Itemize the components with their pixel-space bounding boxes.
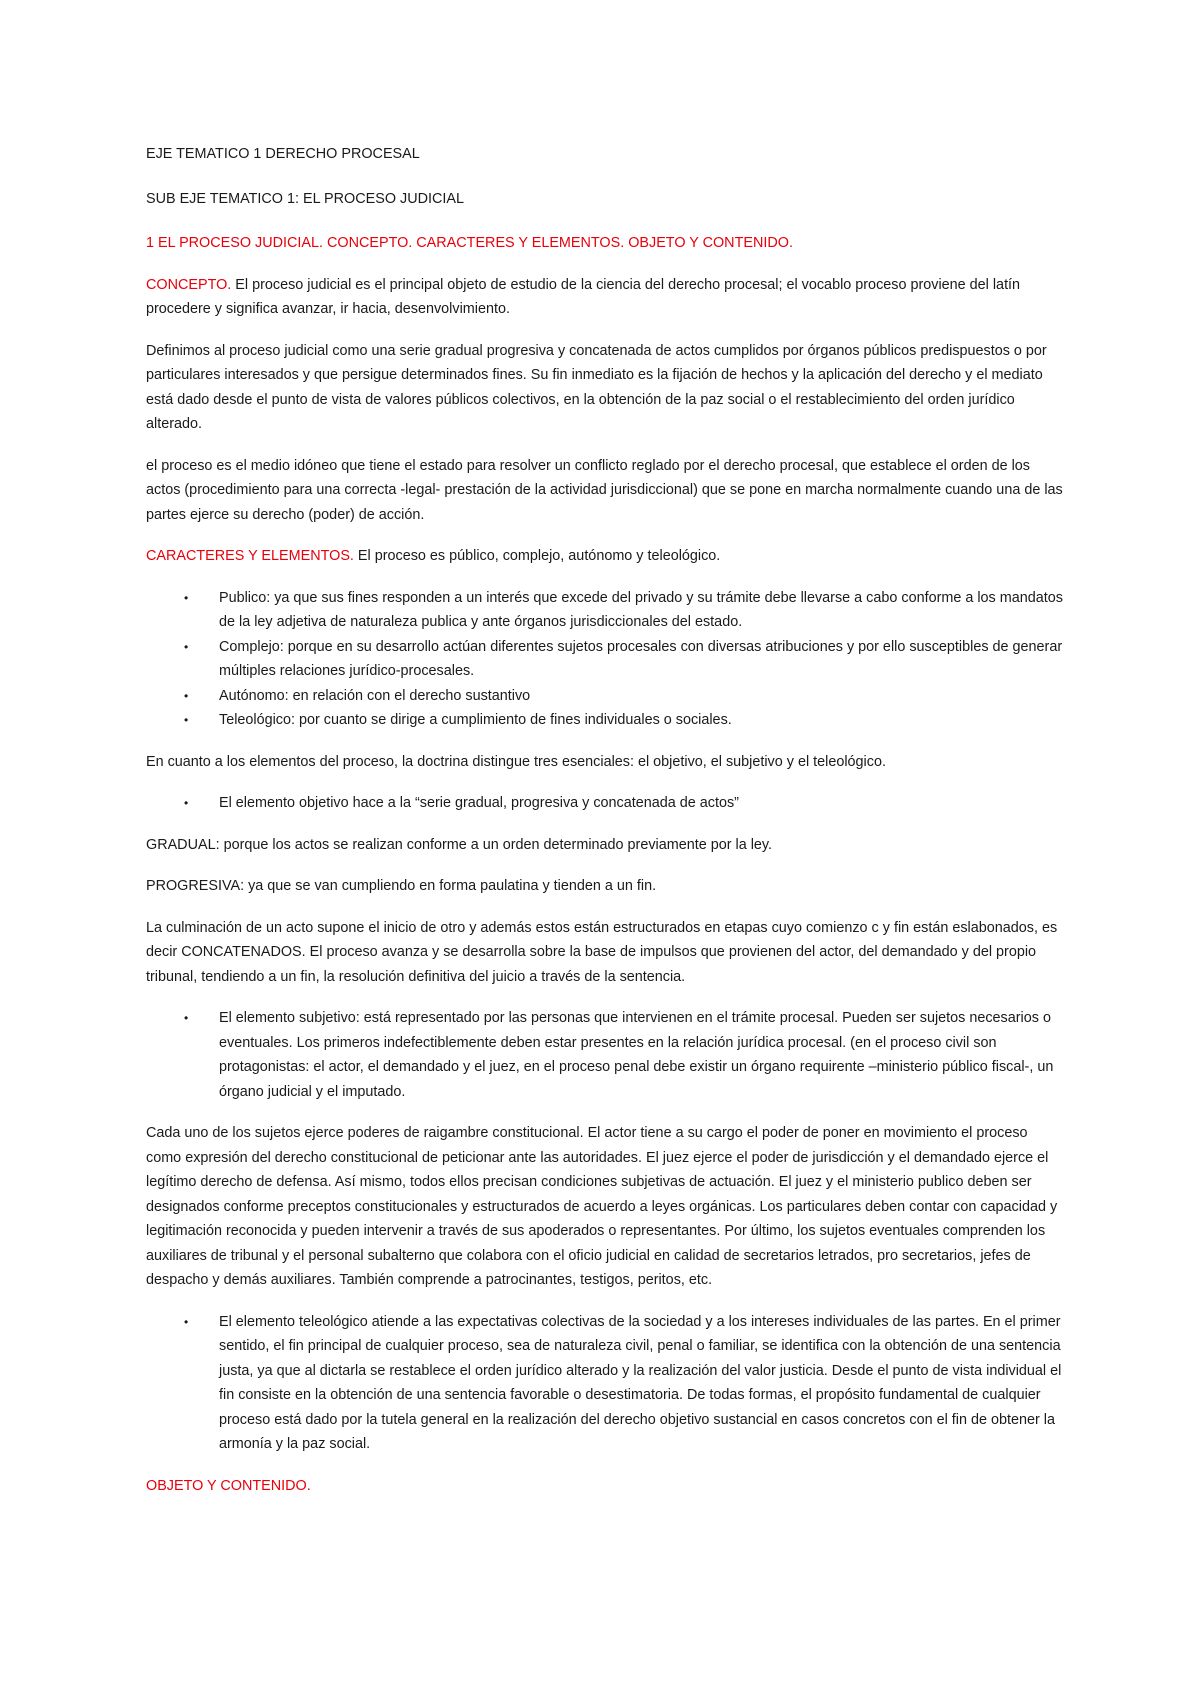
document-page [146,142,1064,1515]
bullet-icon: • [184,590,189,605]
bullet-icon: • [184,796,189,810]
document-subtitle: SUB EJE TEMATICO 1: EL PROCESO JUDICIAL [146,190,464,207]
list-item-text: Teleológico: por cuanto se dirige a cumplimiento de fines individuales o sociales. [219,712,732,728]
list-item-text: El elemento teleológico atiende a las expectativas colectivas de la sociedad y a los intereses individuales de las partes. En el primer sentido, el fin principal de cualquier proceso, sea de naturaleza civil, penal o familiar, se identifica con la obtención de una sentencia justa, ya que al dictarla se restablece el orden jurídico alterado y la realización del valor justicia. Desde el punto de vista individual el fin consiste en la obtención de una sentencia favorable o desestimatoria. De todas formas, el propósito fundamental de cualquier proceso está dado por la tutela general en la realización del derecho objetivo sustancial en casos concretos con el fin de obtener la armonía y la paz social. [219,1313,1062,1452]
list-item [146,635,1064,684]
paragraph-progresiva: PROGRESIVA: ya que se van cumpliendo en forma paulatina y tienden a un fin. [146,878,657,894]
list-item [146,1310,1064,1457]
paragraph-concepto [146,273,1064,322]
bullet-icon: • [184,1011,189,1025]
concepto-text: El proceso judicial es el principal objeto de estudio de la ciencia del derecho procesal; el vocablo proceso proviene del latín procedere y significa avanzar, ir hacia, desenvolvimiento. [146,276,1021,317]
list-item [146,586,1064,635]
caracteres-text: El proceso es público, complejo, autónomo y teleológico. [353,548,721,564]
paragraph-medio: el proceso es el medio idóneo que tiene el estado para resolver un conflicto reglado por el derecho procesal, que establece el orden de los actos (procedimiento para una correcta -legal- prestación de la actividad jurisdiccional) que se pone en marcha normalmente cuando una de las partes ejerce su derecho (poder) de acción. [146,457,1063,523]
section-heading: 1 EL PROCESO JUDICIAL. CONCEPTO. CARACTERES Y ELEMENTOS. OBJETO Y CONTENIDO. [146,235,793,251]
list-item [146,791,1064,816]
bullet-icon: • [184,688,189,703]
paragraph-cada-uno: Cada uno de los sujetos ejerce poderes de raigambre constitucional. El actor tiene a su cargo el poder de poner en movimiento el proceso como expresión del derecho constitucional de peticionar ante las autoridades. El juez ejerce el poder de jurisdicción y el demandado ejerce el legítimo derecho de defensa. Así mismo, todos ellos precisan condiciones subjetivas de actuación. El juez y el ministerio publico deben ser designados conforme preceptos constitucionales y estructurados de acuerdo a leyes orgánicas. Los particulares deben contar con capacidad y legitimación reconocida y pueden intervenir a través de sus apoderados o representantes. Por último, los sujetos eventuales comprenden los auxiliares de tribunal y el personal subalterno que colabora con el oficio judicial en calidad de secretarios letrados, pro secretarios, jefes de despacho y demás auxiliares. También comprende a patrocinantes, testigos, peritos, etc. [146,1125,1058,1288]
list-item-text: Publico: ya que sus fines responden a un interés que excede del privado y su trámite debe llevarse a cabo conforme a los mandatos de la ley adjetiva de naturaleza publica y ante órganos jurisdiccionales del estado. [219,589,1063,630]
paragraph-caracteres [146,544,1064,569]
subjetivo-list [146,1006,1064,1104]
document-title: EJE TEMATICO 1 DERECHO PROCESAL [146,146,420,162]
paragraph-definimos: Definimos al proceso judicial como una serie gradual progresiva y concatenada de actos cumplidos por órganos públicos predispuestos o por particulares interesados y que persigue determinados fines. Su fin inmediato es la fijación de hechos y la aplicación del derecho y el mediato está dado desde el punto de vista de valores públicos colectivos, en la obtención de la paz social o el restablecimiento del orden jurídico alterado. [146,342,1047,432]
bullet-icon: • [184,1314,189,1329]
list-item [146,684,1064,709]
paragraph-gradual: GRADUAL: porque los actos se realizan conforme a un orden determinado previamente por la ley. [146,836,773,853]
list-item-text: Autónomo: en relación con el derecho sustantivo [219,687,531,704]
bullet-icon: • [184,713,189,727]
list-item [146,708,1064,733]
objeto-heading: OBJETO Y CONTENIDO. [146,1477,311,1494]
caracteres-list [146,586,1064,733]
concepto-label: CONCEPTO. [146,276,232,293]
list-item-text: El elemento objetivo hace a la “serie gradual, progresiva y concatenada de actos” [219,795,739,811]
list-item-text: Complejo: porque en su desarrollo actúan diferentes sujetos procesales con diversas atribuciones y por ello susceptibles de generar múltiples relaciones jurídico-procesales. [219,638,1063,679]
bullet-icon: • [184,639,189,654]
paragraph-culminacion: La culminación de un acto supone el inicio de otro y además estos están estructurados en etapas cuyo comienzo c y fin están eslabonados, es decir CONCATENADOS. El proceso avanza y se desarrolla sobre la base de impulsos que provienen del actor, del demandado y del propio tribunal, tendiendo a un fin, la resolución definitiva del juicio a través de la sentencia. [146,919,1058,985]
objetivo-list [146,791,1064,816]
teleologico-list [146,1310,1064,1457]
paragraph-elementos: En cuanto a los elementos del proceso, la doctrina distingue tres esenciales: el objetivo, el subjetivo y el teleológico. [146,753,886,770]
list-item-text: El elemento subjetivo: está representado por las personas que intervienen en el trámite procesal. Pueden ser sujetos necesarios o eventuales. Los primeros indefectiblemente deben estar presentes en la relación jurídica procesal. (en el proceso civil son protagonistas: el actor, el demandado y el juez, en el proceso penal debe existir un órgano requirente –ministerio público fiscal-, un órgano judicial y el imputado. [219,1010,1054,1100]
caracteres-label: CARACTERES Y ELEMENTOS. [146,548,354,564]
list-item [146,1006,1064,1104]
